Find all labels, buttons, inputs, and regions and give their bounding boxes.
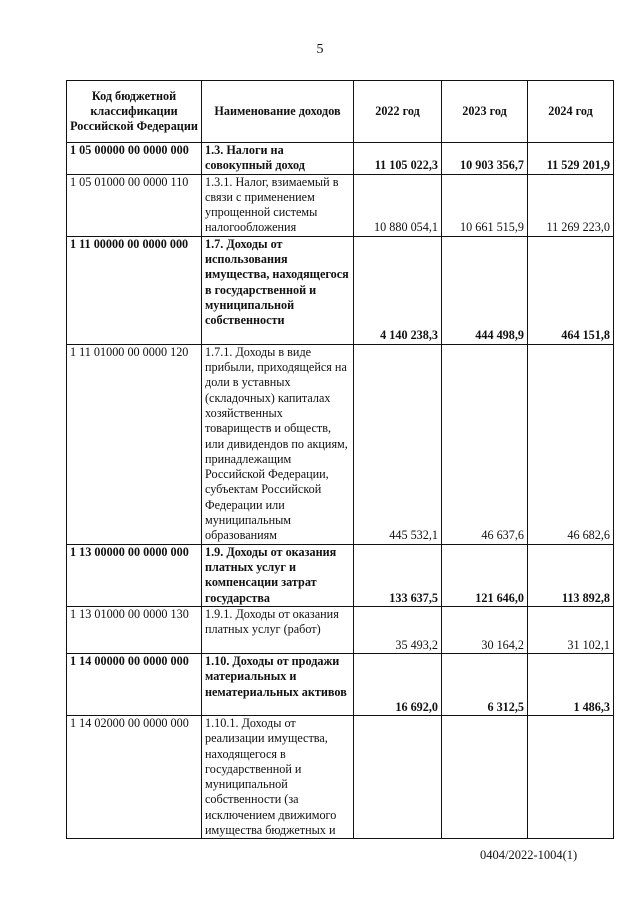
header-2022: 2022 год [354, 81, 442, 143]
row-name: 1.3. Налоги на совокупный доход [202, 143, 354, 175]
row-value-2023: 10 903 356,7 [442, 143, 528, 175]
row-value-2024: 113 892,8 [528, 544, 614, 606]
row-code: 1 11 00000 00 0000 000 [67, 236, 202, 344]
header-code: Код бюджетной классификации Российской Федерации [67, 81, 202, 143]
row-value-2022: 10 880 054,1 [354, 174, 442, 236]
row-value-2023 [442, 715, 528, 838]
row-name: 1.10. Доходы от продажи материальных и нематериальных активов [202, 653, 354, 715]
row-name: 1.7. Доходы от использования имущества, находящегося в государственной и муниципальной собственности [202, 236, 354, 344]
table-row [67, 653, 614, 715]
row-value-2024: 46 682,6 [528, 344, 614, 544]
row-value-2022 [354, 715, 442, 838]
table-row [67, 174, 614, 236]
row-value-2024: 11 529 201,9 [528, 143, 614, 175]
row-value-2024: 31 102,1 [528, 606, 614, 653]
table-row [67, 715, 614, 838]
table-row [67, 606, 614, 653]
revenue-table [66, 80, 614, 839]
row-value-2023: 6 312,5 [442, 653, 528, 715]
row-code: 1 14 02000 00 0000 000 [67, 715, 202, 838]
header-2023: 2023 год [442, 81, 528, 143]
row-value-2024: 464 151,8 [528, 236, 614, 344]
row-code: 1 13 00000 00 0000 000 [67, 544, 202, 606]
document-reference-code: 0404/2022-1004(1) [480, 848, 578, 862]
row-code: 1 05 00000 00 0000 000 [67, 143, 202, 175]
row-value-2022: 11 105 022,3 [354, 143, 442, 175]
row-value-2023: 121 646,0 [442, 544, 528, 606]
header-name: Наименование доходов [202, 81, 354, 143]
table-row [67, 236, 614, 344]
row-value-2023: 46 637,6 [442, 344, 528, 544]
table-row [67, 344, 614, 544]
row-value-2022: 445 532,1 [354, 344, 442, 544]
page-number: 5 [316, 42, 324, 57]
row-value-2023: 444 498,9 [442, 236, 528, 344]
row-value-2024 [528, 715, 614, 838]
row-value-2024: 11 269 223,0 [528, 174, 614, 236]
row-name: 1.10.1. Доходы от реализации имущества, находящегося в государственной и муниципальной собственности (за исключением движимого имущества бюджетных и [202, 715, 354, 838]
row-name: 1.9. Доходы от оказания платных услуг и компенсации затрат государства [202, 544, 354, 606]
header-2024: 2024 год [528, 81, 614, 143]
row-value-2024: 1 486,3 [528, 653, 614, 715]
table-row [67, 544, 614, 606]
row-code: 1 11 01000 00 0000 120 [67, 344, 202, 544]
row-value-2022: 133 637,5 [354, 544, 442, 606]
row-value-2022: 35 493,2 [354, 606, 442, 653]
row-value-2022: 16 692,0 [354, 653, 442, 715]
row-value-2023: 30 164,2 [442, 606, 528, 653]
row-name: 1.3.1. Налог, взимаемый в связи с применением упрощенной системы налогообложения [202, 174, 354, 236]
table-row [67, 143, 614, 175]
row-name: 1.7.1. Доходы в виде прибыли, приходящейся на доли в уставных (складочных) капиталах хозяйственных товариществ и обществ, или дивидендов по акциям, принадлежащим Российской Федерации, субъектам Российской Федерации или муниципальным образованиям [202, 344, 354, 544]
row-code: 1 13 01000 00 0000 130 [67, 606, 202, 653]
row-code: 1 05 01000 00 0000 110 [67, 174, 202, 236]
row-value-2022: 4 140 238,3 [354, 236, 442, 344]
row-code: 1 14 00000 00 0000 000 [67, 653, 202, 715]
row-value-2023: 10 661 515,9 [442, 174, 528, 236]
row-name: 1.9.1. Доходы от оказания платных услуг (работ) [202, 606, 354, 653]
table-header-row [67, 81, 614, 143]
